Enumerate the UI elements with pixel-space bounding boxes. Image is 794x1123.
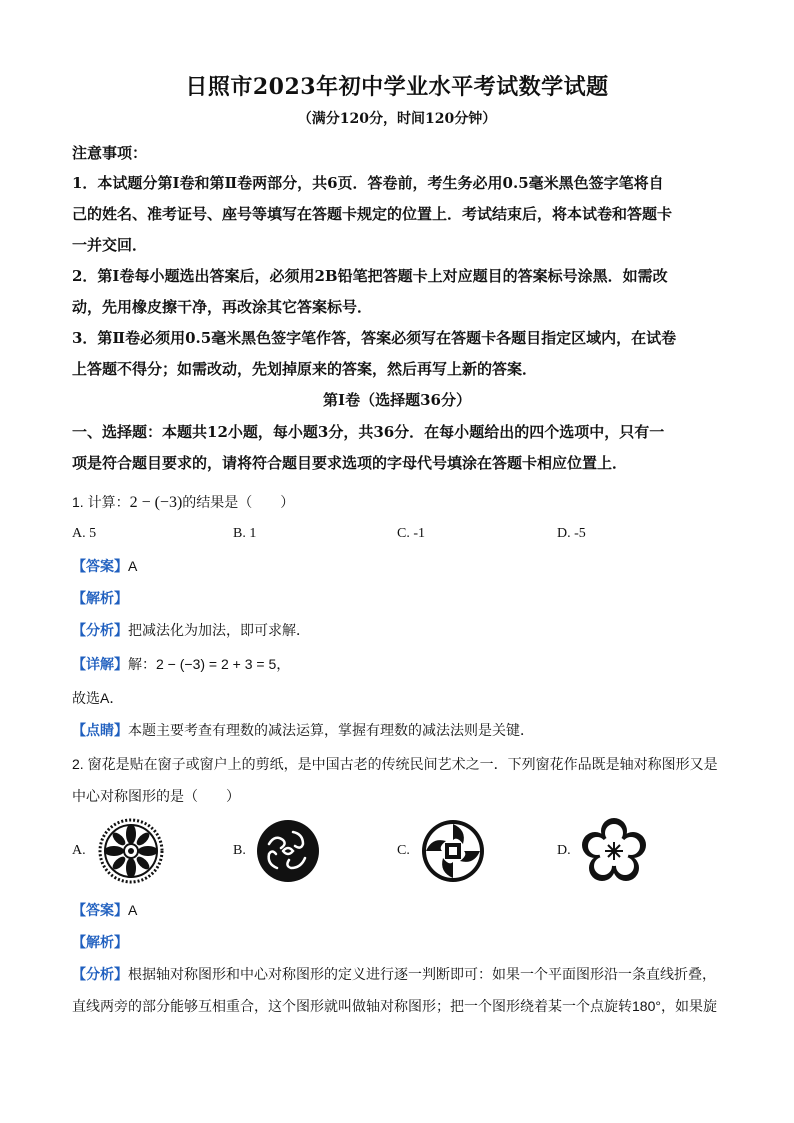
papercut-b-icon: [255, 818, 321, 884]
notice-line: 2．第Ⅰ卷每小题选出答案后，必须用2B铅笔把答题卡上对应题目的答案标号涂黑．如需改: [72, 267, 668, 285]
papercut-d-icon: [581, 818, 647, 884]
answer-value: A: [128, 902, 138, 918]
dianjing-tag: 【点睛】: [72, 722, 128, 738]
figure-b-label: B.: [233, 843, 246, 858]
fenxi-text: 根据轴对称图形和中心对称图形的定义进行逐一判断即可：如果一个平面图形沿一条直线折叠，: [128, 966, 716, 982]
fenxi-text: 把减法化为加法，即可求解．: [128, 622, 310, 638]
question-2-stem: 中心对称图形的是（ ）: [72, 788, 240, 804]
option-b: B. 1: [233, 526, 257, 541]
dianjing-row: [72, 720, 732, 740]
notice-line: 上答题不得分；如需改动，先划掉原来的答案，然后再写上新的答案．: [72, 360, 538, 378]
notice-line: 一并交回．: [72, 236, 148, 254]
option-d: D. -5: [557, 526, 586, 541]
page-subtitle: （满分120分，时间120分钟）: [297, 111, 497, 127]
notice-line: 1．本试题分第Ⅰ卷和第Ⅱ卷两部分，共6页．答卷前，考生务必用0.5毫米黑色签字笔将自: [72, 174, 664, 192]
notice-line: 动，先用橡皮擦干净，再改涂其它答案标号．: [72, 298, 373, 316]
question-1-suffix: 的结果是（ ）: [182, 494, 295, 510]
fenxi-continuation: 直线两旁的部分能够互相重合，这个图形就叫做轴对称图形；把一个图形绕着某一个点旋转180°，如果旋: [72, 998, 717, 1014]
xiangjie-row: [72, 654, 732, 674]
conclusion-row: 故选A．: [72, 690, 124, 706]
papercut-a-icon: [98, 818, 164, 884]
section-intro: 一、选择题：本题共12小题，每小题3分，共36分．在每小题给出的四个选项中，只有一: [72, 423, 665, 441]
section-title: 第Ⅰ卷（选择题36分）: [323, 391, 471, 409]
figure-c-label: C.: [397, 843, 410, 858]
question-2-stem: 2. 窗花是贴在窗子或窗户上的剪纸，是中国古老的传统民间艺术之一．下列窗花作品既是轴对称图形又是: [72, 756, 718, 772]
answer-tag: 【答案】: [72, 558, 128, 574]
option-a: A. 5: [72, 526, 97, 541]
answer-tag: 【答案】: [72, 902, 128, 918]
notice-heading: 注意事项：: [72, 144, 148, 162]
option-c: C. -1: [397, 526, 425, 541]
fenxi-tag: 【分析】: [72, 622, 128, 638]
question-1-prefix: 1. 计算：: [72, 494, 130, 510]
figure-a-label: A.: [72, 843, 86, 858]
xiangjie-tag: 【详解】: [72, 656, 128, 672]
xiangjie-text: 解：2 − (−3) = 2 + 3 = 5，: [128, 656, 291, 672]
dianjing-text: 本题主要考查有理数的减法运算，掌握有理数的减法法则是关键．: [128, 722, 534, 738]
analysis-tag: 【解析】: [72, 934, 128, 950]
analysis-row: [72, 932, 732, 952]
fenxi-row: [72, 620, 732, 640]
answer-value: A: [128, 558, 138, 574]
fenxi-row: [72, 964, 732, 984]
analysis-tag: 【解析】: [72, 590, 128, 606]
fenxi-tag: 【分析】: [72, 966, 128, 982]
section-intro: 项是符合题目要求的，请将符合题目要求选项的字母代号填涂在答题卡相应位置上．: [72, 454, 628, 472]
page-title: 日照市2023年初中学业水平考试数学试题: [185, 74, 609, 100]
analysis-row: [72, 588, 732, 608]
papercut-c-icon: [420, 818, 486, 884]
notice-line: 3．第Ⅱ卷必须用0.5毫米黑色签字笔作答，答案必须写在答题卡各题目指定区域内，在试卷: [72, 329, 677, 347]
question-1-stem: [72, 492, 732, 512]
answer-row: [72, 556, 732, 576]
question-1-expression: 2 − (−3): [129, 494, 183, 511]
answer-row: [72, 900, 732, 920]
figure-d-label: D.: [557, 843, 571, 858]
notice-line: 己的姓名、准考证号、座号等填写在答题卡规定的位置上．考试结束后，将本试卷和答题卡: [72, 205, 673, 223]
